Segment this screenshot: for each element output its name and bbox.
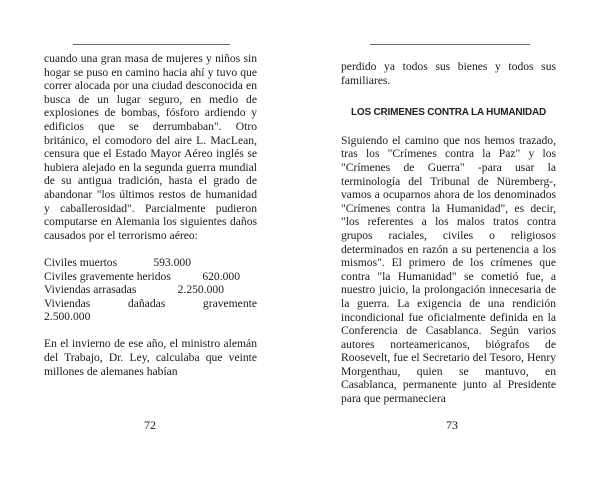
casualty-label: Civiles muertos bbox=[44, 255, 118, 269]
left-paragraph-1: cuando una gran masa de mujeres y niños sin hogar se puso en camino hacia ahí y tuvo que correr alocada por una ciudad desconocida en busca de un lugar seguro, en medio de explosiones de bombas, fósforo ardiendo y edificios que se derrumbaban". Otro británico, el comodoro del aire L. MacLean, censura que el Estado Mayor Aéreo inglés se hubiera alejado en la segunda guerra mundial de su antigua tradición, hasta el grado de abandonar "los últimos restos de humanidad y caballerosidad". Parcialmente pudieron computarse en Alemania los siguientes daños causados por el terrorismo aéreo: bbox=[44, 52, 257, 242]
page-number: 73 bbox=[446, 418, 458, 432]
casualties-list bbox=[44, 256, 257, 324]
casualty-value: 620.000 bbox=[202, 269, 240, 283]
right-header-rule bbox=[370, 44, 530, 45]
casualty-value: 2.500.000 bbox=[44, 310, 91, 324]
left-page-text bbox=[44, 52, 257, 378]
section-title: LOS CRIMENES CONTRA LA HUMANIDAD bbox=[350, 107, 547, 119]
right-page-text bbox=[341, 60, 556, 406]
page-number: 72 bbox=[144, 418, 156, 432]
casualty-value: 2.250.000 bbox=[177, 283, 224, 297]
casualty-label: dañadas bbox=[127, 296, 166, 310]
right-paragraph-1: perdido ya todos sus bienes y todos sus familiares. bbox=[341, 60, 556, 87]
right-paragraph-2: Siguiendo el camino que nos hemos trazado, tras los "Crímenes contra la Paz" y los "Crímenes de Guerra" -para usar la terminología del Tribunal de Nüremberg-, vamos a ocuparnos ahora de los denominados "Crímenes contra la Humanidad", es decir, "los referentes a los malos tratos contra grupos raciales, civiles o religiosos determinados en razón a su pertenencia a los mismos". El primero de los crímenes que contra "la Humanidad" se cometió fue, a nuestro juicio, la prolongación innecesaria de la guerra. La exigencia de una rendición incondicional fue oficialmente definida en la Conferencia de Casablanca. Según varios autores norteamericanos, biógrafos de Roosevelt, fue el Secretario del Tesoro, Henry Morgenthau, quien se mantuvo, en Casablanca, permanente junto al Presidente para que permaneciera bbox=[341, 133, 556, 406]
left-header-rule bbox=[73, 44, 230, 45]
casualty-label: Civiles gravemente heridos bbox=[44, 269, 171, 283]
casualty-label: Viviendas arrasadas bbox=[44, 283, 137, 297]
casualty-value: 593.000 bbox=[153, 255, 191, 269]
casualty-row bbox=[44, 297, 257, 311]
casualty-row bbox=[44, 256, 257, 270]
right-page bbox=[300, 0, 600, 485]
casualty-label: Viviendas bbox=[44, 296, 91, 310]
casualty-row bbox=[44, 283, 257, 297]
casualty-row bbox=[44, 270, 257, 284]
casualty-label: gravemente bbox=[202, 296, 257, 310]
left-paragraph-2: En el invierno de ese año, el ministro alemán del Trabajo, Dr. Ley, calculaba que veinte millones de alemanes habían bbox=[44, 337, 257, 378]
